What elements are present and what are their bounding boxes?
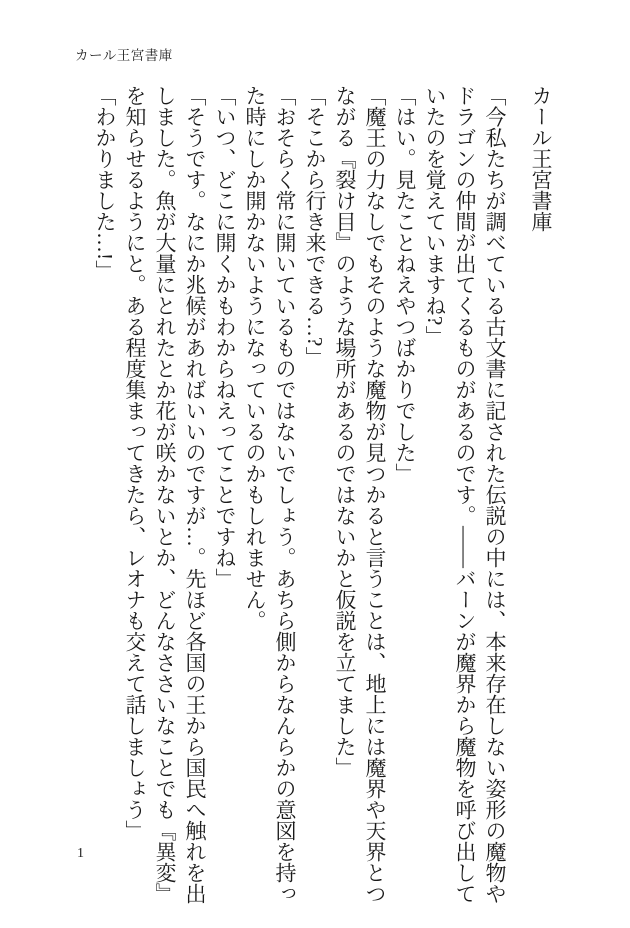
page-number: 1: [77, 846, 84, 861]
paragraph: 「いつ、どこに開くかもわからねえってことですね」: [213, 85, 237, 589]
vertical-text-area: [90, 85, 556, 904]
paragraph: 「はい。見たことねえやつばかりでした」: [393, 85, 417, 484]
running-header: カール王宮書庫: [75, 48, 173, 63]
paragraph: 「魔王の力なしでもそのような魔物が見つかると言うことは、地上には魔界や天界とつながる『裂け目』のような場所があるのではないかと仮説を立てました」: [333, 85, 387, 904]
paragraph: 「そこから行き来できる…?」: [303, 85, 327, 368]
paragraph: 「そうです。なにか兆候があればいいのですが…。先ほど各国の王から国民へ触れを出しました。魚が大量にとれたとか花が咲かないとか、どんなささいなことでも『異変』を知らせるようにと。ある程度集まってきたら、レオナも交えて話しましょう」: [123, 85, 207, 904]
paragraph: 「今私たちが調べている古文書に記された伝説の中には、本来存在しない姿形の魔物やドラゴンの仲間が出てくるものがあるのです。――バーンが魔界から魔物を呼び出していたのを覚えていますね?」: [423, 85, 507, 904]
page-title: カール王宮書庫: [529, 85, 553, 232]
paragraph: 「わかりました…!」: [93, 85, 117, 281]
paragraph: 「おそらく常に開いているものではないでしょう。あちら側からなんらかの意図を持った時にしか開かないようになっているのかもしれません。: [243, 85, 297, 904]
